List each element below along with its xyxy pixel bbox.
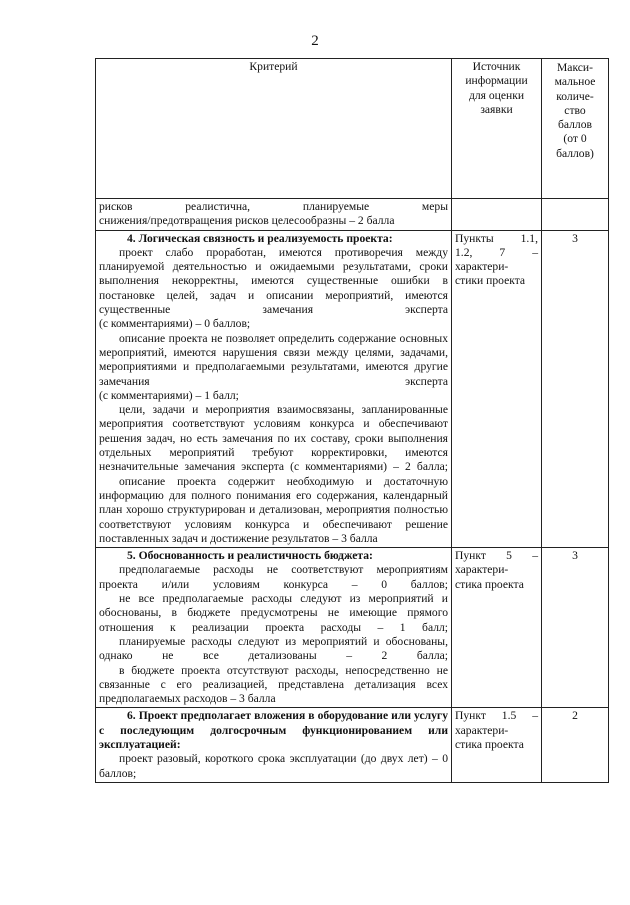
criterion-4-max: 3 (542, 230, 609, 548)
page-number: 2 (311, 33, 319, 49)
carryover-text: рисков реалистична, планируемые меры снижения/предотвращения рисков целесообразны – 2 балла (96, 199, 452, 231)
table-row (96, 548, 609, 708)
table-row (96, 230, 609, 548)
criteria-table (95, 58, 609, 783)
criterion-5-source: Пункт 5 – характери- стика проекта (452, 548, 542, 708)
table-row-carryover (96, 199, 609, 231)
criterion-5: 5. Обоснованность и реалистичность бюджета: предполагаемые расходы не соответствуют мероприятиям проекта и/или условиям конкурса – 0 баллов; не все предполагаемые расходы следуют из мероприятий и обоснованы, в бюджете предусмотрены не имеющие прямого отношения к реализации проекта расходы – 1 балл; планируемые расходы следуют из мероприятий и обоснованы, однако не все детализованы – 2 балла; в бюджете проекта отсутствуют расходы, непосредственно не связанные с его реализацией, представлена детализация всех предполагаемых расходов – 3 балла (96, 548, 452, 708)
criterion-4: 4. Логическая связность и реализуемость проекта: проект слабо проработан, имеются противоречия между планируемой деятельностью и ожидаемыми результатами, сроки выполнения некорректны, имеются существенные ошибки в постановке целей, задач и описании мероприятий, имеются существенные замечания эксперта (с комментариями) – 0 баллов; описание проекта не позволяет определить содержание основных мероприятий, имеются нарушения связи между целями, задачами, мероприятиями и предполагаемыми результатами, имеются другие замечания эксперта (с комментариями) – 1 балл; цели, задачи и мероприятия взаимосвязаны, запланированные мероприятия соответствуют условиям конкурса и обеспечивают решения задач, но есть замечания по их составу, сроки выполнения отдельных мероприятий требуют корректировки, имеются незначительные замечания эксперта (с комментариями) – 2 балла; описание проекта содержит необходимую и достаточную информацию для полного понимания его содержания, календарный план хорошо структурирован и детализован, мероприятия полностью соответствуют условиям конкурса и обеспечивают решение поставленных задач и достижение результатов – 3 балла (96, 230, 452, 548)
criterion-4-source: Пункты 1.1, 1.2, 7 – характери- стики проекта (452, 230, 542, 548)
criterion-6: 6. Проект предполагает вложения в оборудование или услугу с последующим долгосрочным функционированием или эксплуатацией: проект разовый, короткого срока эксплуатации (до двух лет) – 0 баллов; (96, 708, 452, 782)
header-criterion: Критерий (96, 59, 452, 199)
header-source: Источник информации для оценки заявки (452, 59, 542, 199)
criterion-6-source: Пункт 1.5 – характери- стика проекта (452, 708, 542, 782)
criterion-5-max: 3 (542, 548, 609, 708)
table-header-row (96, 59, 609, 199)
table-row (96, 708, 609, 782)
criterion-6-max: 2 (542, 708, 609, 782)
header-max-points: Макси- мальное количе- ство баллов (от 0 баллов) (542, 59, 609, 199)
